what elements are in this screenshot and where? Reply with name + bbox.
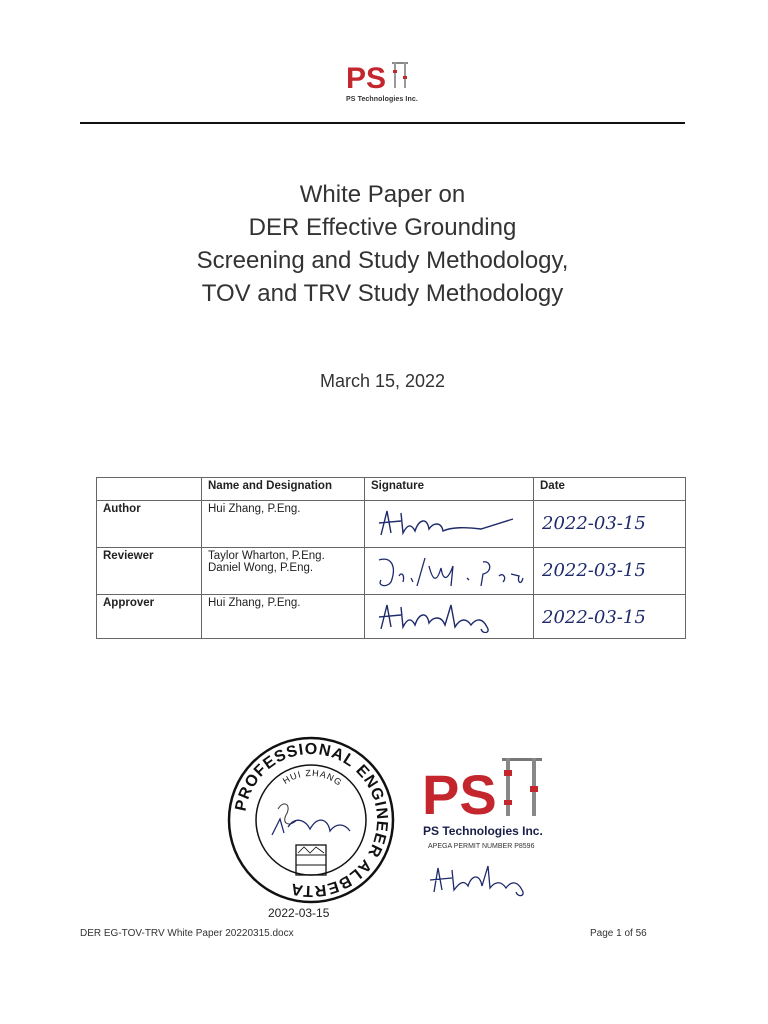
approval-table <box>96 477 686 639</box>
role-cell: Author <box>97 501 202 548</box>
signed-date-cell <box>534 595 686 639</box>
logo-company-name: PS Technologies Inc. <box>346 96 418 103</box>
company-permit-stamp <box>420 752 560 912</box>
name-entry: Daniel Wong, P.Eng. <box>208 562 314 574</box>
stamp-logo <box>420 752 560 824</box>
approver-signature <box>371 599 531 633</box>
name-cell <box>202 501 365 548</box>
header-cell-date: Date <box>534 478 686 501</box>
signature-cell <box>365 595 534 639</box>
author-signature <box>371 505 531 541</box>
footer-filename: DER EG-TOV-TRV White Paper 20220315.docx <box>80 928 294 939</box>
document-title <box>80 178 685 310</box>
table-row-reviewer <box>97 548 686 595</box>
header-cell-name: Name and Designation <box>202 478 365 501</box>
document-date: March 15, 2022 <box>319 371 446 391</box>
handwritten-date: 2022-03-15 <box>542 513 646 534</box>
name-entry: Taylor Wharton, P.Eng. <box>208 550 325 562</box>
handwritten-date: 2022-03-15 <box>542 607 646 628</box>
header-cell-signature: Signature <box>365 478 534 501</box>
table-row-author <box>97 501 686 548</box>
reviewer-signature <box>371 552 536 590</box>
name-cell <box>202 595 365 639</box>
engineer-seal <box>226 735 396 905</box>
psti-logo-mark <box>346 58 416 94</box>
header-rule <box>80 122 685 124</box>
role-cell: Reviewer <box>97 548 202 595</box>
seal-graphic <box>226 735 396 905</box>
svg-text:PS: PS <box>346 62 387 94</box>
svg-text:PROFESSIONAL ENGINEER ALBERTA: PROFESSIONAL ENGINEER ALBERTA <box>232 740 391 900</box>
svg-text:PS: PS <box>422 763 497 824</box>
title-line: White Paper on <box>299 181 466 208</box>
footer-page-number: Page 1 of 56 <box>590 928 647 939</box>
handwritten-date: 2022-03-15 <box>542 560 646 581</box>
table-header-row <box>97 478 686 501</box>
signature-cell <box>365 501 534 548</box>
name-entry: Hui Zhang, P.Eng. <box>208 503 301 515</box>
stamp-permit-number: APEGA PERMIT NUMBER P8596 <box>428 843 535 850</box>
stamp-company-name: PS Technologies Inc. <box>423 824 543 838</box>
signature-cell <box>365 548 534 595</box>
title-line: Screening and Study Methodology, <box>196 247 569 274</box>
signed-date-cell <box>534 501 686 548</box>
role-cell: Approver <box>97 595 202 639</box>
name-cell <box>202 548 365 595</box>
signed-date-cell <box>534 548 686 595</box>
title-line: TOV and TRV Study Methodology <box>201 280 564 307</box>
table-row-approver <box>97 595 686 639</box>
seal-date: 2022-03-15 <box>268 906 330 920</box>
header-cell-role <box>97 478 202 501</box>
stamp-signature <box>420 856 560 906</box>
svg-text:HUI ZHANG: HUI ZHANG <box>280 767 345 788</box>
title-line: DER Effective Grounding <box>248 214 517 241</box>
company-logo <box>346 58 456 108</box>
name-entry: Hui Zhang, P.Eng. <box>208 597 301 609</box>
